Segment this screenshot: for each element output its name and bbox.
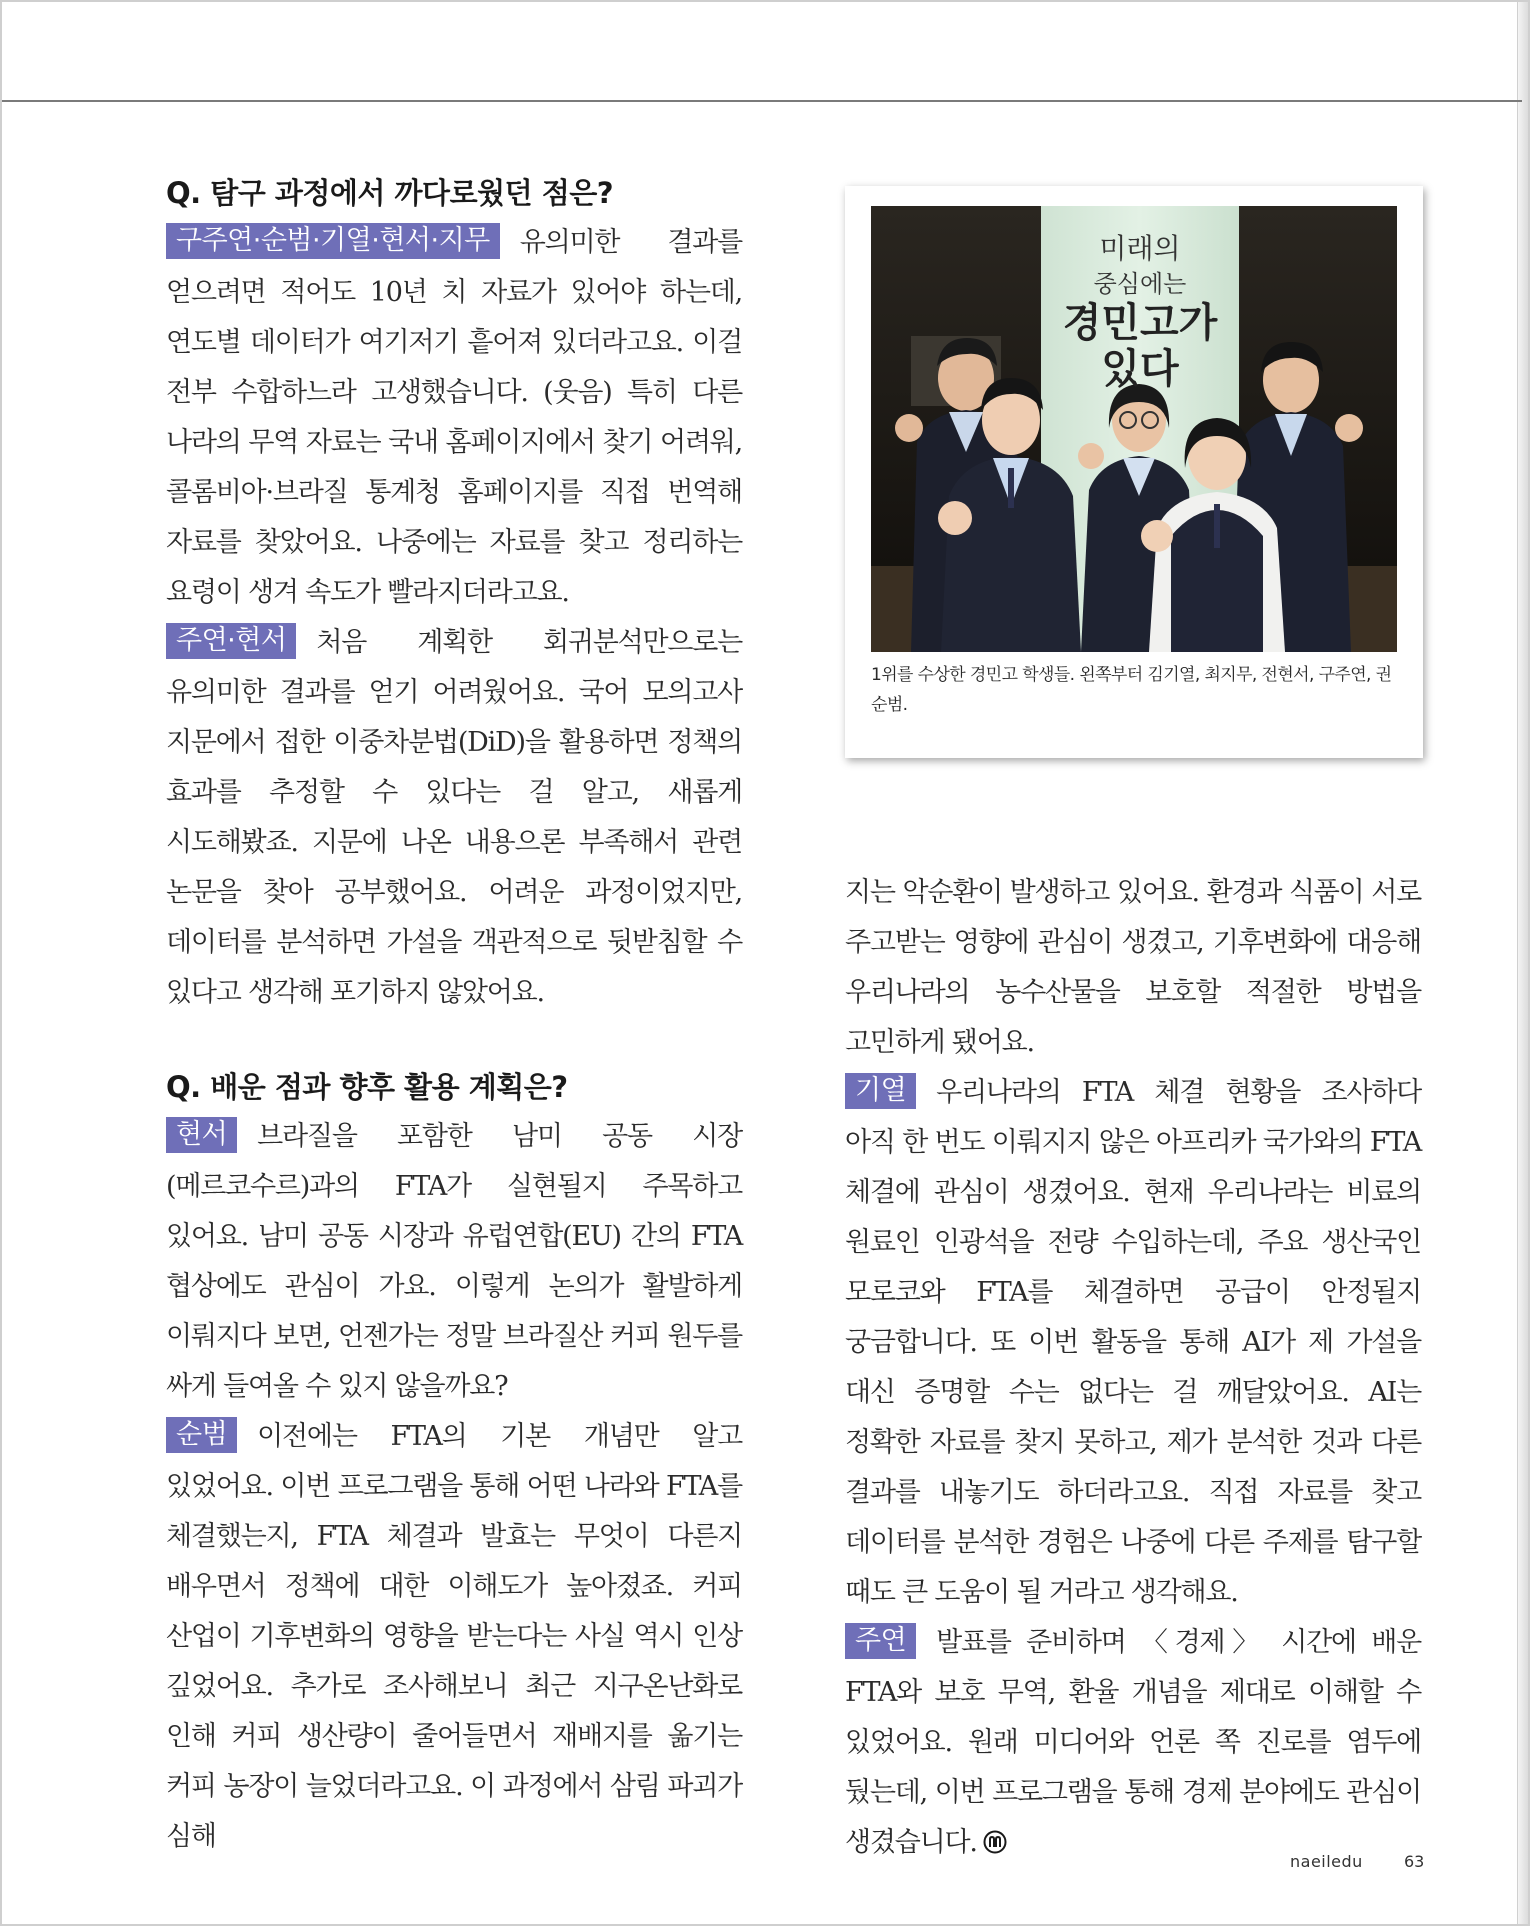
- banner-text-1: 미래의: [1099, 232, 1181, 265]
- photo-illustration: [871, 206, 1397, 652]
- speaker-tag: 주연·현서: [166, 623, 296, 659]
- banner-text-4: 있다: [1101, 345, 1179, 392]
- speaker-tag: 기열: [845, 1073, 916, 1109]
- speaker-tag: 순범: [166, 1417, 237, 1453]
- answer-text: 발표를 준비하며 〈경제〉 시간에 배운 FTA와 보호 무역, 환율 개념을 제대로 이해할 수 있었어요. 원래 미디어와 언론 쪽 진로를 염두에 뒀는데, 이번 프로그램을 통해 경제 분야에도 관심이 생겼습니다.: [845, 1627, 1421, 1858]
- banner-text-2: 중심에는: [1093, 270, 1187, 298]
- answer-paragraph: [166, 1412, 742, 1862]
- question-heading-2: Q. 배운 점과 향후 활용 계획은?: [166, 1070, 568, 1104]
- answer-paragraph: [845, 1618, 1421, 1868]
- left-column: [166, 168, 742, 1862]
- speaker-tag: 현서: [166, 1117, 237, 1153]
- answer-text: 처음 계획한 회귀분석만으로는 유의미한 결과를 얻기 어려웠어요. 국어 모의고사 지문에서 접한 이중차분법(DiD)을 활용하면 정책의 효과를 추정할 수 있다는 걸 알고, 새롭게 시도해봤죠. 지문에 나온 내용으론 부족해서 관련 논문을 찾아 공부했어요. 어려운 과정이었지만, 데이터를 분석하면 가설을 객관적으로 뒷받침할 수 있다고 생각해 포기하지 않았어요.: [166, 627, 742, 1008]
- answer-paragraph: [166, 1112, 742, 1412]
- header-rule: [2, 100, 1522, 102]
- naeil-logo-icon: [983, 1830, 1007, 1854]
- answer-paragraph: [166, 618, 742, 1018]
- page-number: 63: [1404, 1852, 1425, 1871]
- answer-paragraph: [166, 218, 742, 618]
- answer-text: 유의미한 결과를 얻으려면 적어도 10년 치 자료가 있어야 하는데, 연도별 데이터가 여기저기 흩어져 있더라고요. 이걸 전부 수합하느라 고생했습니다. (웃음) 특히 다른 나라의 무역 자료는 국내 홈페이지에서 찾기 어려워, 콜롬비아·브라질 통계청 홈페이지를 직접 번역해 자료를 찾았어요. 나중에는 자료를 찾고 정리하는 요령이 생겨 속도가 빨라지더라고요.: [166, 227, 742, 608]
- page-edge: [1517, 2, 1528, 1926]
- banner-text-3: 경민고가: [1062, 299, 1218, 346]
- photo-card: [845, 186, 1423, 758]
- photo-caption: 1위를 수상한 경민고 학생들. 왼쪽부터 김기열, 최지무, 전현서, 구주연, 권순범.: [871, 665, 1392, 715]
- answer-text: 우리나라의 FTA 체결 현황을 조사하다 아직 한 번도 이뤄지지 않은 아프리카 국가와의 FTA 체결에 관심이 생겼어요. 현재 우리나라는 비료의 원료인 인광석을 전량 수입하는데, 주요 생산국인 모로코와 FTA를 체결하면 공급이 안정될지 궁금합니다. 또 이번 활동을 통해 AI가 제 가설을 대신 증명할 수는 없다는 걸 깨달았어요. AI는 정확한 자료를 찾지 못하고, 제가 분석한 것과 다른 결과를 내놓기도 하더라고요. 직접 자료를 찾고 데이터를 분석한 경험은 나중에 다른 주제를 탐구할 때도 큰 도움이 될 거라고 생각해요.: [845, 1077, 1421, 1608]
- section-gap: [166, 1018, 742, 1062]
- group-photo: [871, 206, 1397, 652]
- footer-brand: naeiledu: [1290, 1852, 1363, 1871]
- answer-paragraph: [845, 1068, 1421, 1618]
- question-heading-1: Q. 탐구 과정에서 까다로웠던 점은?: [166, 176, 614, 210]
- right-column: [845, 868, 1421, 1868]
- answer-text: 브라질을 포함한 남미 공동 시장(메르코수르)과의 FTA가 실현될지 주목하고 있어요. 남미 공동 시장과 유럽연합(EU) 간의 FTA 협상에도 관심이 가요. 이렇게 논의가 활발하게 이뤄지다 보면, 언젠가는 정말 브라질산 커피 원두를 싸게 들여올 수 있지 않을까요?: [166, 1121, 742, 1402]
- speaker-tag: 구주연·순범·기열·현서·지무: [166, 223, 500, 259]
- answer-text: 이전에는 FTA의 기본 개념만 알고 있었어요. 이번 프로그램을 통해 어떤 나라와 FTA를 체결했는지, FTA 체결과 발효는 무엇이 다른지 배우면서 정책에 대한 이해도가 높아졌죠. 커피 산업이 기후변화의 영향을 받는다는 사실 역시 인상 깊었어요. 추가로 조사해보니 최근 지구온난화로 인해 커피 생산량이 줄어들면서 재배지를 옮기는 커피 농장이 늘었더라고요. 이 과정에서 삼림 파괴가 심해: [166, 1421, 742, 1852]
- speaker-tag: 주연: [845, 1623, 916, 1659]
- answer-continuation: 지는 악순환이 발생하고 있어요. 환경과 식품이 서로 주고받는 영향에 관심이 생겼고, 기후변화에 대응해 우리나라의 농수산물을 보호할 적절한 방법을 고민하게 됐어요.: [845, 877, 1421, 1058]
